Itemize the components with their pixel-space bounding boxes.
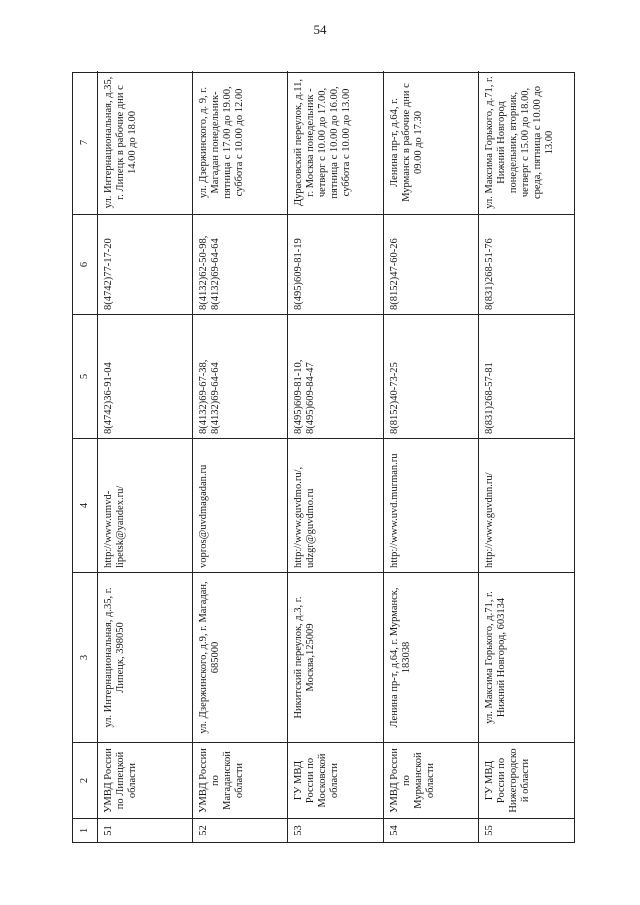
cell-web: http://www.guvdmo.ru/, udzgr@guvdmo.ru (288, 438, 383, 572)
cell-web: http://www.umvd-lipetsk@yandex.ru/ (98, 438, 193, 572)
cell-hotline: 8(831)268-51-76 (479, 214, 574, 314)
header-col-4: 4 (73, 438, 98, 572)
cell-hours: Дурасовский переулок, д.11, г. Москва понедельник - четверг с 10.00 до 17.00, пятница с 10.00 до 16.00, суббота с 10.00 до 13.00 (288, 71, 383, 214)
rotated-table-container (72, 72, 575, 843)
cell-web: http://www.uvd.murman.ru (384, 438, 479, 572)
header-col-7: 7 (73, 71, 98, 214)
cell-phone: 8(4742)36-91-04 (98, 314, 193, 438)
cell-web: http://www.guvdnn.ru/ (479, 438, 574, 572)
cell-num: 52 (193, 818, 288, 842)
cell-name: УМВД России по Липецкой области (98, 742, 193, 818)
cell-num: 51 (98, 818, 193, 842)
cell-hours: ул. Максима Горького, д.71, г. Нижний Новгород понедельник, вторник, четверг с 15.00 до 18.00, среда, пятница с 10.00 до 13.00 (483, 76, 555, 209)
cell-phone: 8(831)268-57-81 (479, 314, 574, 438)
cell-num: 55 (479, 818, 574, 842)
cell-name: ГУ МВД России по Московской области (288, 742, 383, 818)
cell-phone: 8(495)609-81-10, 8(495)609-84-47 (288, 314, 383, 438)
data-table (72, 72, 575, 843)
cell-hours: ул. Интернациональная, д.35, г. Липецк в рабочие дни с 14.00 до 18.00 (98, 71, 193, 214)
cell-num: 54 (384, 818, 479, 842)
cell-num: 53 (288, 818, 383, 842)
header-col-5: 5 (73, 314, 98, 438)
cell-phone: 8(8152)40-73-25 (384, 314, 479, 438)
cell-address: Никитский переулок, д.3, г. Москва,125009 (288, 572, 383, 742)
cell-name: УМВД России по Магаданской области (193, 742, 288, 818)
cell-address: Ленина пр-т, д.64, г. Мурманск, 183038 (384, 572, 479, 742)
cell-hotline: 8(4742)77-17-20 (98, 214, 193, 314)
cell-address: ул. Интернациональная, д.35, г. Липецк, 398050 (98, 572, 193, 742)
cell-hours: Ленина пр-т, д.64, г. Мурманск в рабочие дни с 09.00 до 17.30 (384, 71, 479, 214)
cell-web: vopros@uvdmagadan.ru (193, 438, 288, 572)
page-number: 54 (313, 22, 327, 37)
cell-hotline: 8(495)609-81-19 (288, 214, 383, 314)
header-col-2: 2 (73, 742, 98, 818)
header-col-1: 1 (73, 818, 98, 842)
cell-name: ГУ МВД России по Нижегородской области (479, 742, 574, 818)
header-col-6: 6 (73, 214, 98, 314)
header-col-3: 3 (73, 572, 98, 742)
cell-phone: 8(4132)69-67-38, 8(4132)69-64-64 (193, 314, 288, 438)
cell-address: ул. Максима Горького, д.71, г. Нижний Новгород, 603134 (479, 572, 574, 742)
cell-hours: ул. Дзержинского, д. 9, г. Магадан понедельник-пятница с 17.00 до 19.00, суббота с 10.00 до 12.00 (193, 71, 288, 214)
cell-hotline: 8(8152)47-60-26 (384, 214, 479, 314)
cell-name: УМВД России по Мурманской области (384, 742, 479, 818)
cell-hotline: 8(4132)62-50-98, 8(4132)69-64-64 (193, 214, 288, 314)
cell-address: ул. Дзержинского, д.9, г. Магадан, 685000 (193, 572, 288, 742)
